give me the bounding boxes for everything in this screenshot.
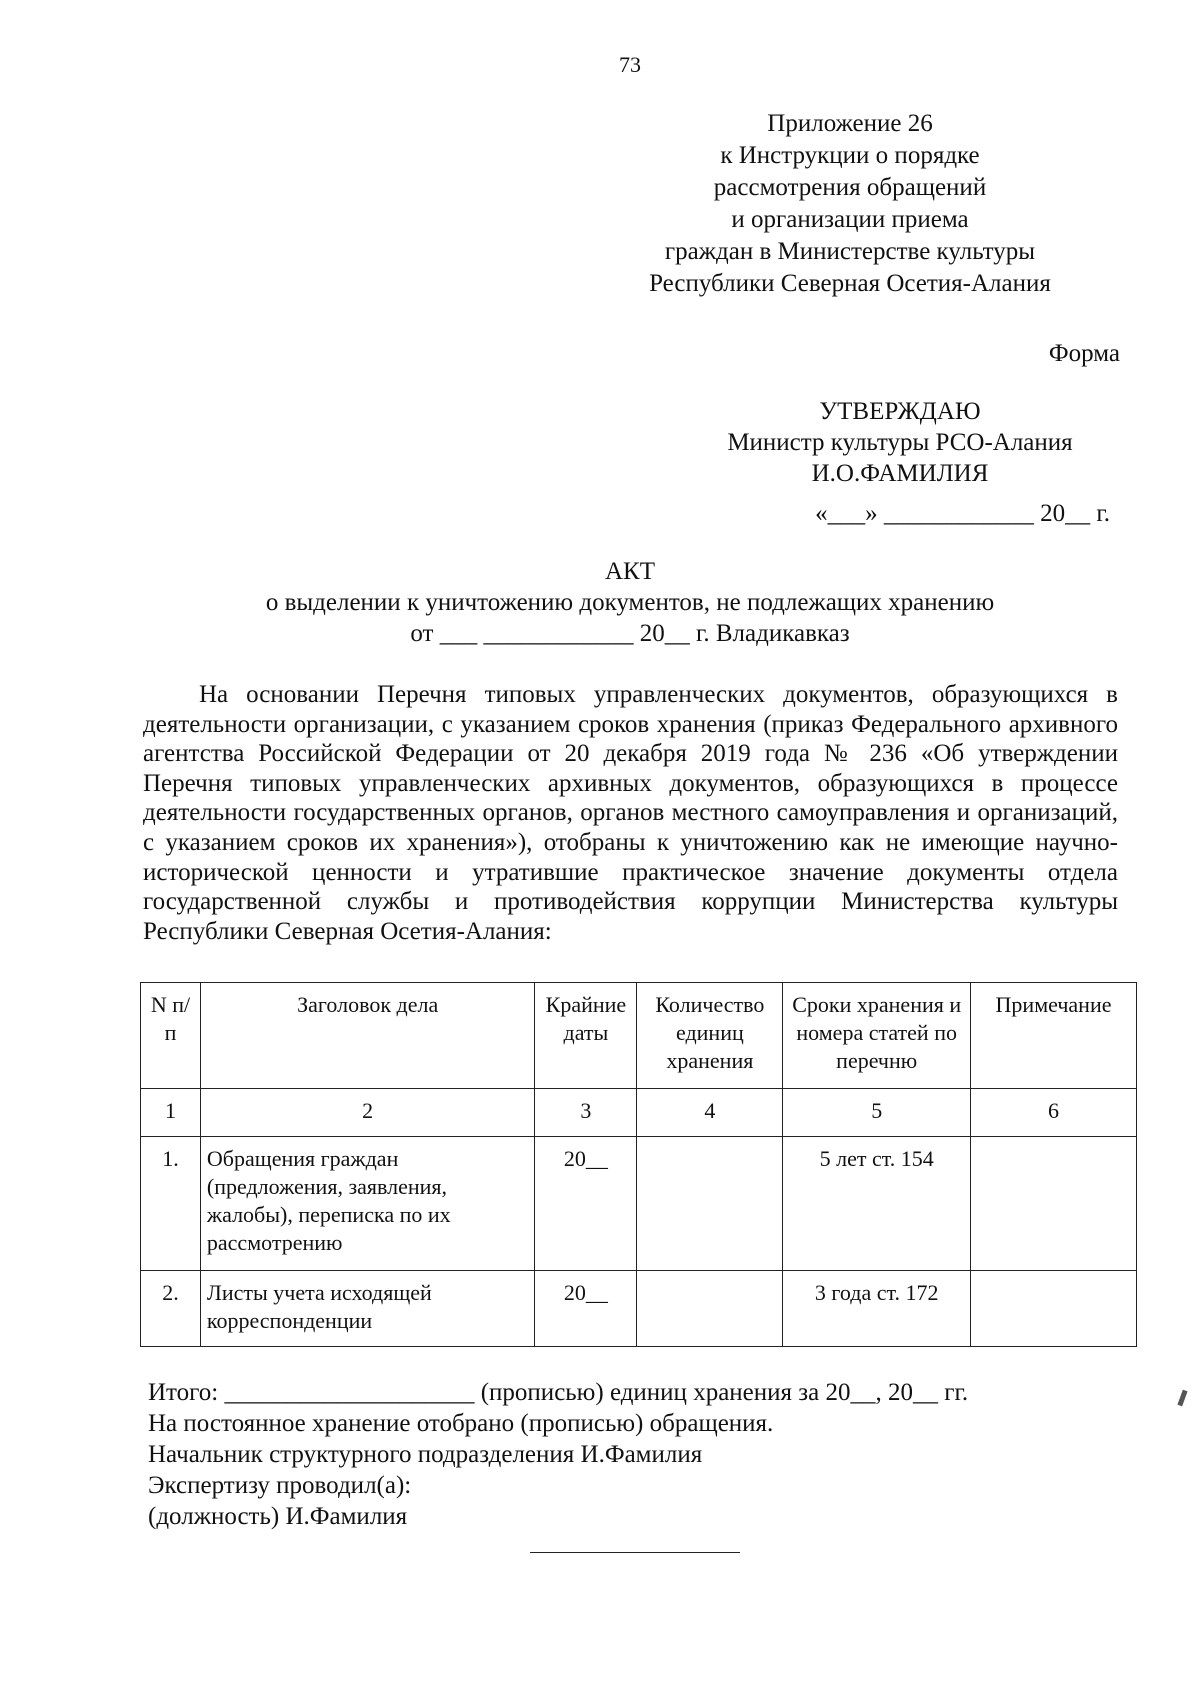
row-number: 1. (141, 1137, 201, 1271)
approval-date: «___» ____________ 20__ г. (815, 500, 1110, 527)
row-terms: 5 лет ст. 154 (783, 1137, 971, 1271)
approval-name: И.О.ФАМИЛИЯ (811, 460, 989, 487)
row-units (637, 1271, 783, 1347)
approval-block (650, 396, 1150, 489)
row-number: 2. (141, 1271, 201, 1347)
header-cell: Примечание (971, 983, 1137, 1089)
row-terms: 3 года ст. 172 (783, 1271, 971, 1347)
header-cell: N п/п (141, 983, 201, 1089)
row-units (637, 1137, 783, 1271)
expert-line: Экспертизу проводил(а): (148, 1472, 412, 1499)
total-line: Итого: ____________________ (прописью) единиц хранения за 20__, 20__ гг. (148, 1379, 969, 1406)
table-row (141, 1271, 1137, 1347)
permanent-storage-line: На постоянное хранение отобрано (прописью) обращения. (148, 1410, 774, 1437)
header-cell: Заголовок дела (200, 983, 535, 1089)
act-date-place: от ___ ____________ 20__ г. Владикавказ (410, 620, 850, 647)
row-note (971, 1137, 1137, 1271)
form-label: Форма (1048, 340, 1120, 367)
body-paragraph: На основании Перечня типовых управленческих документов, образующихся в деятельности организации, с указанием сроков хранения (приказ Федерального архивного агентства Российской Федерации от 20 декабря 2019 года № 236 «Об утверждении Перечня типовых управленческих архивных документов, образующихся в процессе деятельности государственных органов, органов местного самоуправления и организаций, с указанием сроков их хранения»), отобраны к уничтожению как не имеющие научно-исторической ценности и утратившие практическое значение документы отдела государственной службы и противодействия коррупции Министерства культуры Республики Северная Осетия-Алания: (143, 681, 1118, 945)
end-divider (530, 1552, 740, 1553)
row-dates: 20__ (535, 1271, 637, 1347)
numbering-cell: 2 (200, 1089, 535, 1137)
margin-mark (1177, 1390, 1187, 1407)
footer-block (148, 1377, 968, 1532)
approval-position: Министр культуры РСО-Алания (727, 429, 1073, 456)
table-header-row (141, 983, 1137, 1089)
page-number: 73 (619, 52, 641, 77)
expert-signature-line: (должность) И.Фамилия (148, 1503, 408, 1530)
appendix-line: к Инструкции о порядке (720, 142, 980, 169)
body-text (143, 680, 1118, 946)
row-dates: 20__ (535, 1137, 637, 1271)
approval-title: УТВЕРЖДАЮ (819, 398, 981, 425)
appendix-line: Приложение 26 (767, 110, 933, 137)
header-cell: Крайние даты (535, 983, 637, 1089)
row-title: Листы учета исходящей корреспонденции (200, 1271, 535, 1347)
table-row (141, 1137, 1137, 1271)
documents-table (140, 982, 1137, 1347)
act-title: АКТ (605, 558, 655, 585)
numbering-cell: 3 (535, 1089, 637, 1137)
row-note (971, 1271, 1137, 1347)
appendix-line: рассмотрения обращений (713, 174, 987, 201)
header-cell: Количество единиц хранения (637, 983, 783, 1089)
numbering-cell: 6 (971, 1089, 1137, 1137)
numbering-cell: 4 (637, 1089, 783, 1137)
numbering-cell: 1 (141, 1089, 201, 1137)
row-title: Обращения граждан (предложения, заявления, жалобы), переписка по их рассмотрению (200, 1137, 535, 1271)
appendix-block (600, 108, 1100, 300)
table-numbering-row (141, 1089, 1137, 1137)
act-heading (0, 556, 1200, 649)
numbering-cell: 5 (783, 1089, 971, 1137)
appendix-line: Республики Северная Осетия-Алания (649, 270, 1051, 297)
appendix-line: граждан в Министерстве культуры (664, 238, 1036, 265)
header-cell: Сроки хранения и номера статей по перечню (783, 983, 971, 1089)
head-signature-line: Начальник структурного подразделения И.Фамилия (148, 1441, 703, 1468)
appendix-line: и организации приема (731, 206, 969, 233)
act-subtitle: о выделении к уничтожению документов, не подлежащих хранению (265, 589, 995, 616)
